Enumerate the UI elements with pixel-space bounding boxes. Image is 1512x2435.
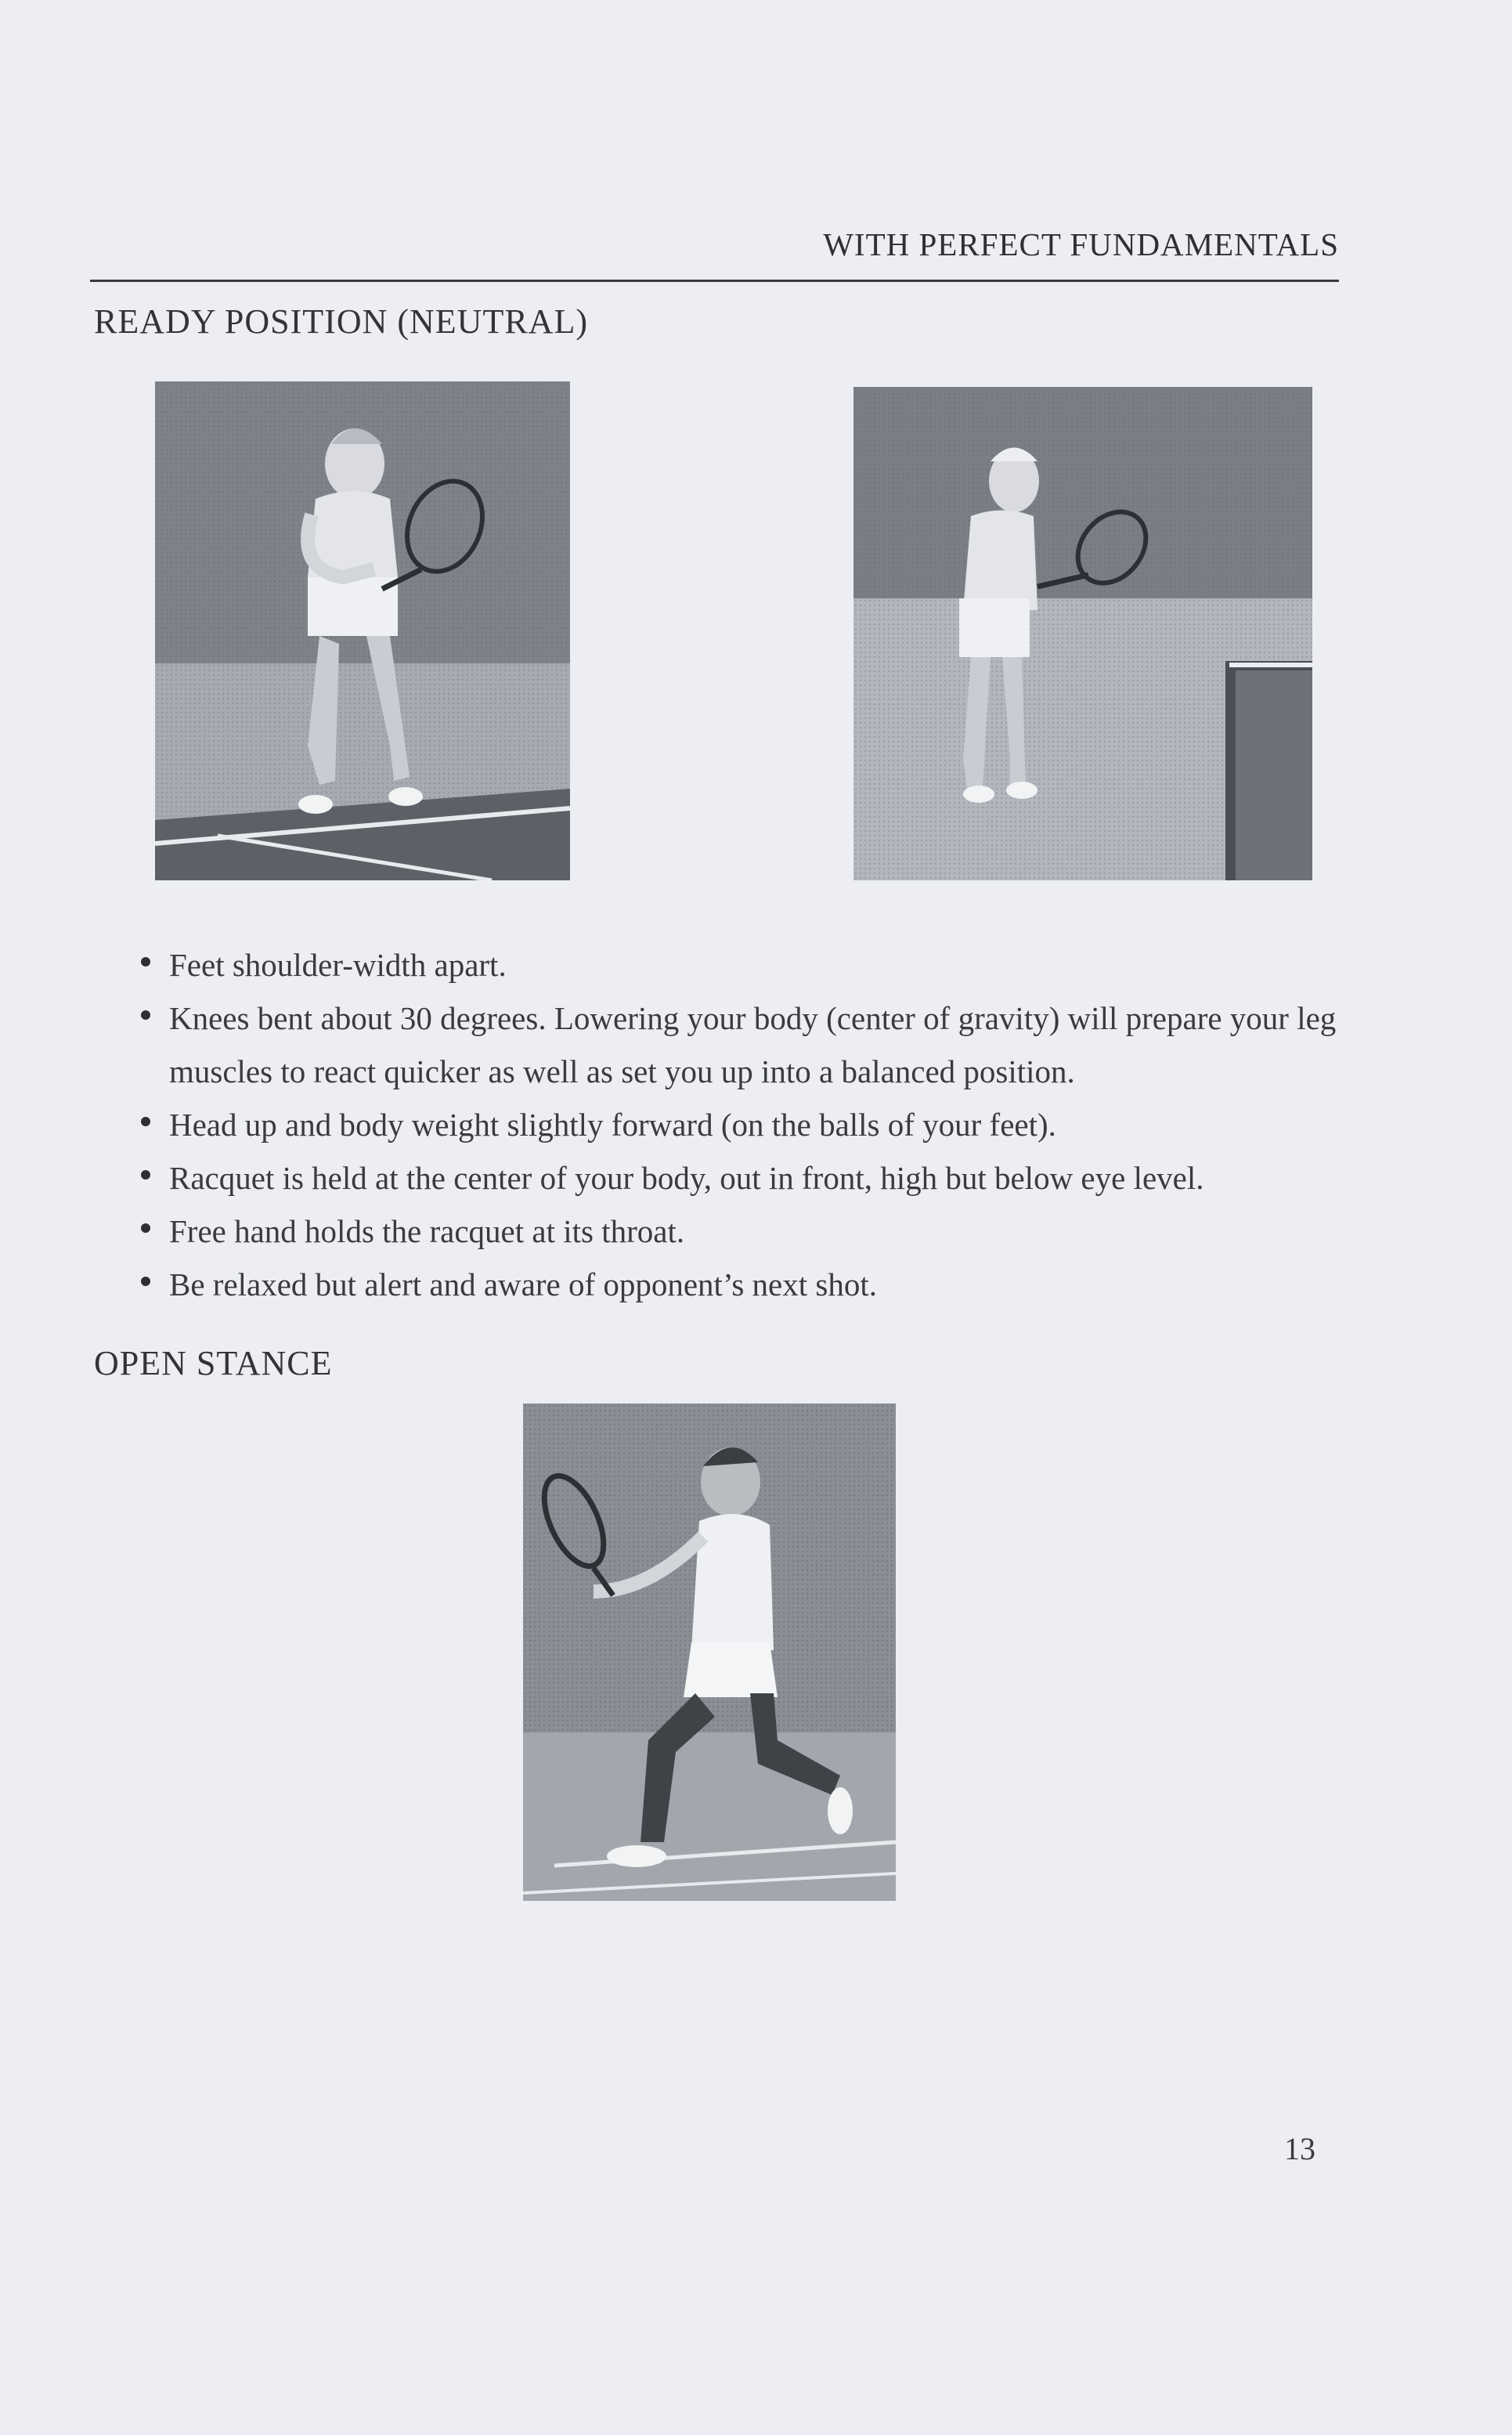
ready-position-side-illustration [853, 387, 1312, 880]
list-item: Free hand holds the racquet at its throat. [141, 1205, 1362, 1258]
bullet-icon [141, 1277, 150, 1286]
page-number: 13 [1284, 2131, 1315, 2166]
section-title-ready-position: READY POSITION (NEUTRAL) [94, 302, 588, 341]
header-rule [90, 280, 1339, 282]
bullet-icon [141, 1170, 150, 1180]
ready-position-front-illustration [155, 381, 570, 880]
list-item: Racquet is held at the center of your body, out in front, high but below eye level. [141, 1151, 1362, 1205]
list-item: Knees bent about 30 degrees. Lowering your body (center of gravity) will prepare your leg muscles to react quicker as well as set you up into a balanced position. [141, 992, 1362, 1098]
bullet-icon [141, 957, 150, 966]
list-item: Feet shoulder-width apart. [141, 938, 1362, 992]
list-item: Be relaxed but alert and aware of opponent’s next shot. [141, 1258, 1362, 1311]
bullet-icon [141, 1117, 150, 1126]
list-item: Head up and body weight slightly forward (on the balls of your feet). [141, 1098, 1362, 1151]
open-stance-illustration [523, 1404, 896, 1901]
ready-position-bullet-list [141, 938, 1362, 1311]
running-head: WITH PERFECT FUNDAMENTALS [823, 226, 1339, 262]
section-title-open-stance: OPEN STANCE [94, 1344, 333, 1382]
bullet-icon [141, 1223, 150, 1233]
bullet-icon [141, 1010, 150, 1020]
